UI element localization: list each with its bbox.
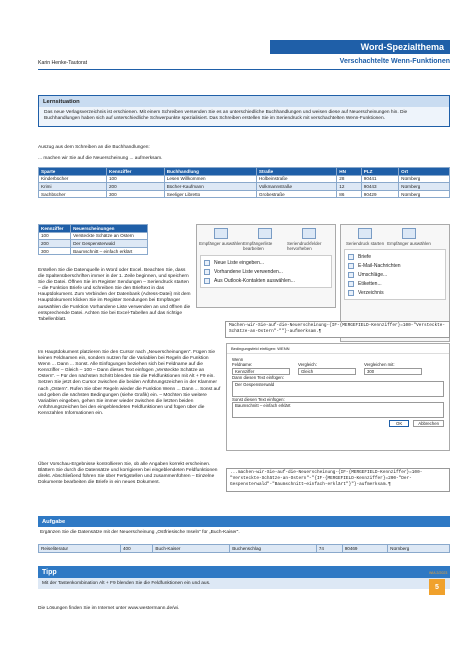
menu-umschlaege[interactable]: [348, 270, 442, 279]
empfaenger-auswaehlen-button-2[interactable]: [387, 228, 431, 246]
tipp-heading: Tipp: [38, 566, 450, 578]
cell: Krimi: [39, 183, 107, 191]
th-ort: Ort: [399, 168, 450, 176]
recipients-icon: [214, 228, 228, 239]
aufgabe-box: [38, 516, 450, 538]
header-rule: [38, 69, 450, 70]
th-hn: HN: [337, 168, 361, 176]
sonst-label: Sonst diesen Text einfügen:: [232, 396, 285, 402]
cell: Seeliger Libretto: [164, 190, 256, 198]
tipp-text: Mit der Tastenkombination Alt + F9 blenden Sie die Feldfunktionen ein und aus.: [42, 581, 211, 586]
label-icon: [348, 281, 354, 287]
dann-label: Dann diesen Text einfügen:: [232, 375, 284, 381]
bookstore-table: [38, 167, 450, 198]
new-releases-table: [38, 224, 148, 255]
cell: 90443: [361, 183, 398, 191]
table-row: [39, 183, 450, 191]
menu-label: Briefe: [358, 253, 372, 260]
th-strasse: Straße: [256, 168, 336, 176]
cell: Volkmannstraße: [256, 183, 336, 191]
menu-label: Verzeichnis: [358, 289, 384, 296]
vergleichen-input[interactable]: 300: [364, 368, 422, 375]
cell: 86: [337, 190, 361, 198]
header-title-bar: [270, 40, 450, 54]
cell: 300: [39, 247, 71, 255]
cell: 200: [39, 240, 71, 248]
directory-icon: [348, 290, 354, 296]
cell: Bücher-Kaufmann: [164, 183, 256, 191]
field-code-1: Machen-wir-Sie-auf-die-Neuerscheinung-{IF-{MERGEFIELD-Kennziffer}=100-"Versteckte-Schätze-an-Ostern"-""}-aufmerksam.¶: [225, 321, 450, 338]
ribbon-screenshot-left: [196, 224, 336, 308]
instruction-text-2: Im Hauptdokument platzieren Sie den Cursor nach „Neuerscheinungen“. Fügen Sie keinen Feldnamen ein, sondern nutzen für die Variablen bei Regeln die Funktion Wenn ... Dann ... Sonst. Alle Einfügungen beziehen sich bei Feldname auf die Kennziffer – Gleich – 100 – Dann dieses Text einfügen „Versteckte Schätze an Ostern“. – Für den nächsten Schritt blenden Sie die Feldfunktionen mit Alt + F9 ein. Setzen Sie jetzt den Cursor zwischen die beiden Anführungszeichen in der Klammer nach „Ostern“. Rufen Sie über Regeln wieder die Funktion Wenn ... Dann ... Sonst auf und geben die nächsten Bedingungen (siehe Grafik) ein. – Möchten Sie weitere Variablen eingeben, gehen Sie immer wieder zwischen die letzten beiden Anführungszeichen bei den eingeblendeten Feldfunktionen und fügen über die Kennzahlen Informationen ein.: [38, 350, 221, 416]
tipp-box: [38, 566, 450, 589]
vergleich-select[interactable]: Gleich: [298, 368, 356, 375]
author: Karin Henke-Tautorat: [38, 60, 88, 66]
new-list-icon: [204, 260, 210, 266]
email-icon: [348, 263, 354, 269]
button-label: Empfänger auswählen: [387, 241, 431, 246]
button-label: Empfängerliste bearbeiten: [243, 241, 273, 251]
footer-note: Die Lösungen finden Sie im Internet unter www.westermann.de/wi.: [38, 606, 180, 611]
vergleich-label: Vergleich:: [298, 362, 317, 368]
button-label: Seriendruck starten: [345, 241, 385, 246]
edit-list-icon: [258, 228, 272, 239]
menu-vorhandene-liste[interactable]: [204, 267, 328, 276]
envelope-icon: [348, 272, 354, 278]
cell: 74: [316, 545, 342, 553]
cell: Buchenschlag: [230, 545, 317, 553]
menu-label: Neue Liste eingeben...: [214, 259, 265, 266]
empfaengerliste-bearbeiten-button[interactable]: [243, 228, 287, 251]
instruction-text-3: Über Vorschau-Ergebnisse kontrollieren Sie, ob alle Angaben korrekt erscheinen. Blättern Sie durch die Datensätze und korrigieren bei eingeblendeten Feldfunktionen direkt. Abschließend führen Sie über Fertigstellen und zusammenführen – Einzelne Dokumente bearbeiten die Briefe in ein neues Dokument.: [38, 462, 218, 486]
page-number: 5: [429, 579, 445, 595]
mail-merge-icon: [358, 228, 372, 239]
table-row: [39, 175, 450, 183]
cell: Sachbücher: [39, 190, 107, 198]
cell: Nürnberg: [388, 545, 450, 553]
aufgabe-text: Ergänzen Sie die Datensätze mit der Neuerscheinung „Ostfriesische Inseln“ für „Buch-Kaiser“.: [40, 530, 240, 535]
button-label: Empfänger auswählen: [199, 241, 243, 246]
cell: Nürnberg: [399, 190, 450, 198]
intro-line2: ... machen wir Sie auf die Neuerscheinung ... aufmerksam.: [38, 156, 163, 161]
aufgabe-heading: Aufgabe: [38, 516, 450, 527]
cell: Grobestraße: [256, 190, 336, 198]
aufgabe-row-table: [38, 544, 450, 553]
header-title: Word-Spezialthema: [360, 42, 444, 52]
cell: Kinderbücher: [39, 175, 107, 183]
table-row: [39, 232, 148, 240]
empfaenger-auswaehlen-button[interactable]: [199, 228, 243, 251]
th-kennziffer: Kennziffer: [107, 168, 165, 176]
lernsituation-text: Das neue Verlagsverzeichnis ist erschienen. Mit einem Schreiben versenden Sie es an unterschiedliche Buchhandlungen und weisen diese auf Neuerscheinungen hin. Die Buchhandlungen haben sich auf unterschiedliche Schwerpunkte spezialisiert. Das Schreiben erstellen Sie im Seriendruck mit verschachtelten Wenn-Funktionen.: [39, 107, 449, 126]
ok-button[interactable]: OK: [389, 420, 409, 427]
vergleichen-label: Vergleichen mit:: [364, 362, 395, 368]
table-row: [39, 190, 450, 198]
article-subtitle: Verschachtelte Wenn-Funktionen: [339, 58, 450, 65]
cell: 90441: [361, 175, 398, 183]
table-row: [39, 247, 148, 255]
table-row: [39, 545, 450, 553]
cell: Nürnberg: [399, 175, 450, 183]
lernsituation-heading: Lernsituation: [39, 96, 449, 107]
menu-label: Vorhandene Liste verwenden...: [214, 268, 283, 275]
cell: 90469: [342, 545, 387, 553]
cell: 90429: [361, 190, 398, 198]
menu-label: Aus Outlook-Kontakten auswählen...: [214, 277, 295, 284]
lernsituation-box: [38, 95, 450, 127]
highlight-fields-icon: [302, 228, 316, 239]
cancel-button[interactable]: Abbrechen: [413, 420, 444, 427]
menu-email[interactable]: [348, 261, 442, 270]
recipients-icon: [402, 228, 416, 239]
cell: 12: [337, 183, 361, 191]
feldname-label: Feldname:: [232, 362, 253, 368]
th-neuerscheinungen: Neuerscheinungen: [71, 225, 148, 233]
cell: 300: [107, 190, 165, 198]
wenn-dialog: [226, 343, 450, 451]
dialog-title: Bedingungsfeld einfügen: WENN: [227, 344, 449, 354]
dann-textarea[interactable]: Der Gespensterwald: [232, 381, 444, 397]
cell: Buch-Kaiser: [153, 545, 230, 553]
menu-briefe[interactable]: [348, 252, 442, 261]
intro-line1: Auszug aus dem Schreiben an die Buchhandlungen:: [38, 145, 150, 150]
seriendruck-starten-button[interactable]: [343, 228, 387, 246]
cell: 28: [337, 175, 361, 183]
th-buchhandlung: Buchhandlung: [164, 168, 256, 176]
cell: 200: [107, 183, 165, 191]
outlook-icon: [204, 278, 210, 284]
menu-label: E-Mail-Nachrichten: [358, 262, 401, 269]
menu-label: Etiketten...: [358, 280, 382, 287]
cell: 400: [121, 545, 153, 553]
existing-list-icon: [204, 269, 210, 275]
th-kennziffer-small: Kennziffer: [39, 225, 71, 233]
menu-etiketten[interactable]: [348, 279, 442, 288]
cell: 100: [39, 232, 71, 240]
sonst-textarea[interactable]: Baumschnitt – einfach erklärt: [232, 402, 444, 418]
feldname-select[interactable]: Kennziffer: [232, 368, 290, 375]
instruction-text-1: Erstellen Sie die Datenquelle in Word oder Excel. Beachten Sie, dass die Spaltenüberschriften immer in der 1. Zeile beginnen, und speichern Sie die Datei. Öffnen Sie im Register Sendungen – Seriendruck starten – die Funktion Briefe und schreiben Sie den Brieftext in das Hauptdokument. Zum Verbinden der Datenbank (Adress-Datei) mit dem Hauptdokument klicken Sie im Register Sendungen bei Empfänger auswählen die Funktion Vorhandene Liste verwenden an und öffnen die entsprechende Datei. Achten Sie bei Excel-Tabellen auf das richtige Tabellenblatt.: [38, 268, 191, 322]
wenn-label: Wenn: [232, 357, 244, 362]
th-plz: PLZ: [361, 168, 398, 176]
cell: Nürnberg: [399, 183, 450, 191]
menu-outlook[interactable]: [204, 276, 328, 285]
cell: Lesen Willkommen: [164, 175, 256, 183]
seriendruckfelder-button[interactable]: [287, 228, 331, 251]
letter-icon: [348, 254, 354, 260]
cell: Versteckte Schätze an Ostern: [71, 232, 148, 240]
button-label: Seriendruckfelder hervorheben: [287, 241, 322, 251]
field-code-2: ...machen-wir-Sie-auf-die-Neuerscheinung-{IF-{MERGEFIELD-Kennziffer}=100-"Versteckte-Schätze-an-Ostern"-"{IF-{MERGEFIELD-Kennziffer}=200-"Der-Gespensterwald"-"Baumschnitt—einfach-erklärt"}"}-aufmerksam.¶: [226, 468, 450, 492]
table-row: [39, 240, 148, 248]
menu-verzeichnis[interactable]: [348, 288, 442, 297]
menu-neue-liste[interactable]: [204, 258, 328, 267]
cell: Reiseliteratur: [39, 545, 121, 553]
cell: Holbeinstraße: [256, 175, 336, 183]
cell: Baumschnitt – einfach erklärt: [71, 247, 148, 255]
issue-label: WiA 2/2023: [429, 571, 448, 575]
cell: 100: [107, 175, 165, 183]
menu-label: Umschläge...: [358, 271, 388, 278]
th-sparte: Sparte: [39, 168, 107, 176]
cell: Der Gespensterwald: [71, 240, 148, 248]
